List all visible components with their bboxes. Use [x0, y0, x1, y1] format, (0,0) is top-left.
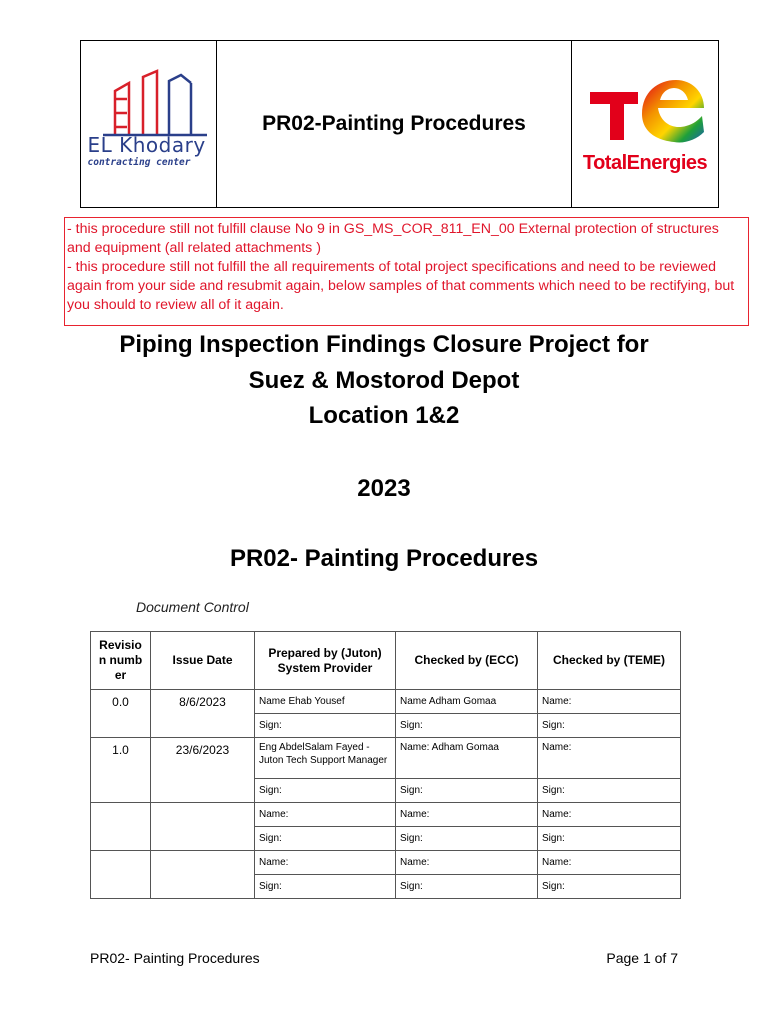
- procedure-title: PR02- Painting Procedures: [229, 545, 539, 572]
- totalenergies-logo-name: TotalEnergies: [582, 151, 708, 174]
- teme-name: Name:: [538, 851, 681, 875]
- footer-document-name: PR02- Painting Procedures: [90, 950, 260, 966]
- prepared-name: Name:: [255, 851, 396, 875]
- col-checked-ecc: Checked by (ECC): [396, 632, 538, 690]
- col-checked-teme: Checked by (TEME): [538, 632, 681, 690]
- footer-page-number: Page 1 of 7: [606, 950, 678, 966]
- issue-date: 23/6/2023: [151, 738, 255, 803]
- document-title: PR02-Painting Procedures: [217, 41, 572, 207]
- ecc-sign: Sign:: [396, 714, 538, 738]
- project-title-line3: Location 1&2: [308, 402, 460, 429]
- issue-date: [151, 803, 255, 851]
- ecc-sign: Sign:: [396, 827, 538, 851]
- col-revision-number: Revision number: [91, 632, 151, 690]
- prepared-name: Name Ehab Yousef: [255, 690, 396, 714]
- ecc-name: Name:: [396, 803, 538, 827]
- revision-table-header: [91, 632, 681, 690]
- revision-number: [91, 803, 151, 851]
- teme-name: Name:: [538, 738, 681, 779]
- ecc-name: Name: Adham Gomaa: [396, 738, 538, 779]
- totalenergies-logo-icon: [580, 74, 710, 150]
- teme-sign: Sign:: [538, 875, 681, 899]
- revision-number: 0.0: [91, 690, 151, 738]
- totalenergies-logo-cell: [572, 41, 718, 207]
- teme-sign: Sign:: [538, 714, 681, 738]
- ecc-logo-cell: [81, 41, 217, 207]
- prepared-sign: Sign:: [255, 779, 396, 803]
- issue-date: 8/6/2023: [151, 690, 255, 738]
- ecc-sign: Sign:: [396, 779, 538, 803]
- document-control-label: Document Control: [136, 599, 249, 615]
- revision-table: [90, 631, 681, 899]
- prepared-sign: Sign:: [255, 827, 396, 851]
- issue-date: [151, 851, 255, 899]
- col-issue-date: Issue Date: [151, 632, 255, 690]
- teme-name: Name:: [538, 690, 681, 714]
- ecc-sign: Sign:: [396, 875, 538, 899]
- table-row: [91, 690, 681, 714]
- ecc-logo-name: EL Khodary: [87, 133, 206, 157]
- review-comments-box: [64, 217, 749, 326]
- teme-name: Name:: [538, 803, 681, 827]
- ecc-building-logo: [85, 69, 213, 179]
- ecc-name: Name:: [396, 851, 538, 875]
- teme-sign: Sign:: [538, 779, 681, 803]
- col-prepared-by: Prepared by (Juton) System Provider: [255, 632, 396, 690]
- prepared-name: Eng AbdelSalam Fayed - Juton Tech Support Manager: [255, 738, 396, 779]
- table-row: [91, 851, 681, 875]
- teme-sign: Sign:: [538, 827, 681, 851]
- project-title-line2: Suez & Mostorod Depot: [248, 367, 520, 394]
- ecc-building-icon: [85, 69, 213, 139]
- prepared-sign: Sign:: [255, 875, 396, 899]
- table-row: [91, 803, 681, 827]
- ecc-name: Name Adham Gomaa: [396, 690, 538, 714]
- prepared-sign: Sign:: [255, 714, 396, 738]
- revision-number: [91, 851, 151, 899]
- header-table: [80, 40, 719, 208]
- ecc-logo-tagline: contracting center: [87, 157, 191, 168]
- project-year: 2023: [357, 475, 411, 502]
- table-row: [91, 738, 681, 779]
- revision-number: 1.0: [91, 738, 151, 803]
- prepared-name: Name:: [255, 803, 396, 827]
- review-comment-2: - this procedure still not fulfill the all requirements of total project specifications and need to be reviewed again from your side and resubmit again, below samples of that comments which need to be rectifying, but you should to review all of it again.: [67, 259, 735, 313]
- project-title-line1: Piping Inspection Findings Closure Project for: [119, 331, 649, 358]
- review-comment-1: - this procedure still not fulfill clause No 9 in GS_MS_COR_811_EN_00 External protection of structures and equipment (all related attachments ): [67, 221, 719, 256]
